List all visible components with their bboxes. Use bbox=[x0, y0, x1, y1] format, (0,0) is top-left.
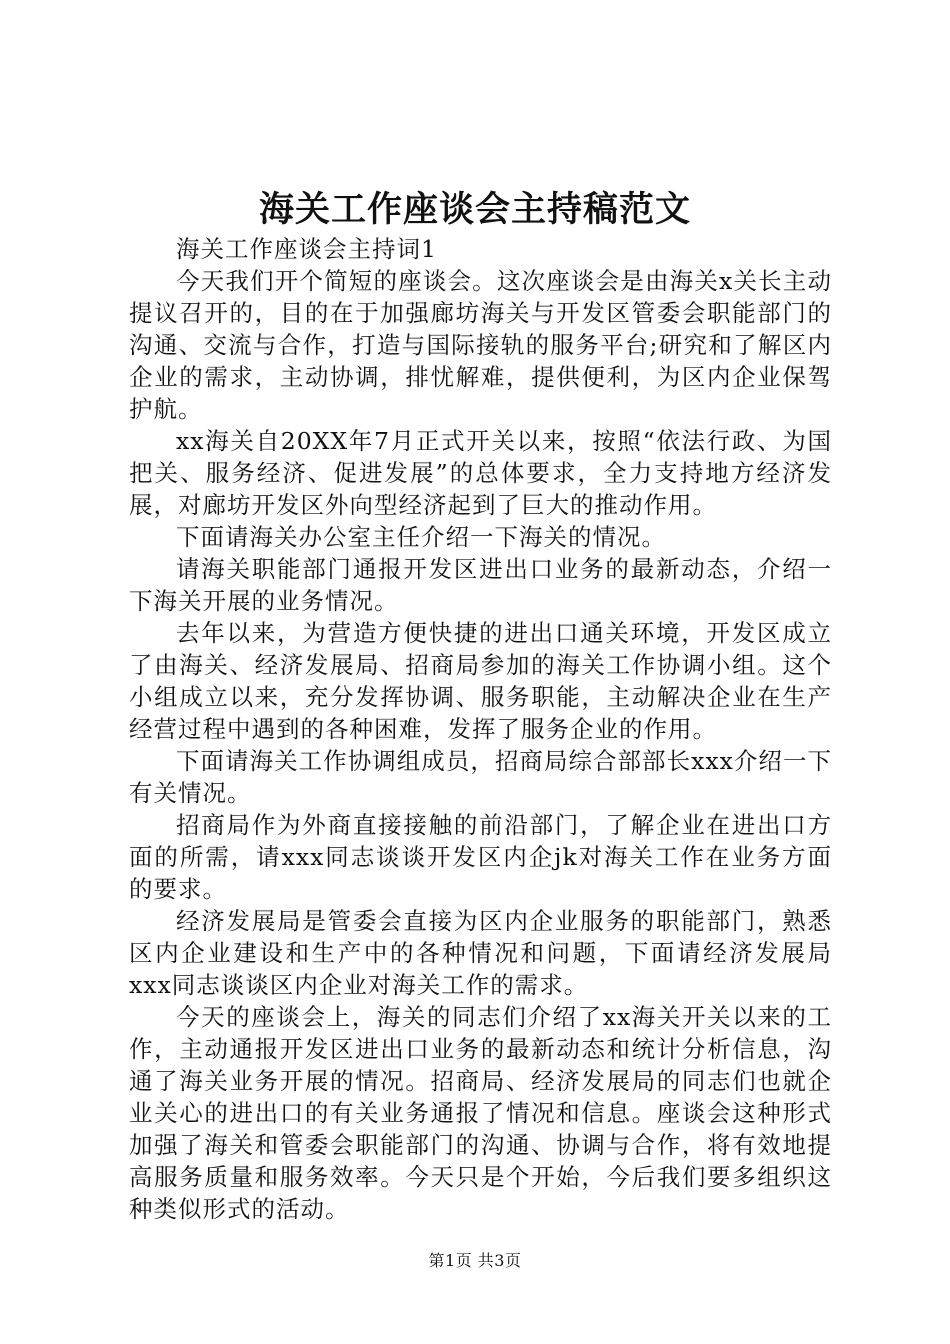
paragraph-9: 今天的座谈会上，海关的同志们介绍了xx海关开关以来的工作，主动通报开发区进出口业务的最新动态和统计分析信息，沟通了海关业务开展的情况。招商局、经济发展局的同志们也就企业关心的进出口的有关业务通报了情况和信息。座谈会这种形式加强了海关和管委会职能部门的沟通、协调与合作，将有效地提高服务质量和服务效率。今天只是个开始，今后我们要多组织这种类似形式的活动。 bbox=[129, 1003, 832, 1223]
page-footer: 第1页 共3页 bbox=[428, 1251, 522, 1270]
paragraph-2: xx海关自20XX年7月正式开关以来，按照“依法行政、为国把关、服务经济、促进发展”的总体要求，全力支持地方经济发展，对廊坊开发区外向型经济起到了巨大的推动作用。 bbox=[129, 427, 832, 519]
paragraph-7: 招商局作为外商直接接触的前沿部门，了解企业在进出口方面的所需，请xxx同志谈谈开发区内企jk对海关工作在业务方面的要求。 bbox=[129, 811, 832, 903]
paragraph-6: 下面请海关工作协调组成员，招商局综合部部长xxx介绍一下有关情况。 bbox=[129, 747, 832, 807]
document-body bbox=[129, 233, 832, 1225]
paragraph-1: 今天我们开个简短的座谈会。这次座谈会是由海关x关长主动提议召开的，目的在于加强廊坊海关与开发区管委会职能部门的沟通、交流与合作，打造与国际接轨的服务平台;研究和了解区内企业的需求，主动协调，排忧解难，提供便利，为区内企业保驾护航。 bbox=[129, 267, 832, 423]
document-title: 海关工作座谈会主持稿范文 bbox=[258, 189, 691, 230]
section-subtitle: 海关工作座谈会主持词1 bbox=[176, 235, 437, 263]
paragraph-5: 去年以来，为营造方便快捷的进出口通关环境，开发区成立了由海关、经济发展局、招商局参加的海关工作协调小组。这个小组成立以来，充分发挥协调、服务职能，主动解决企业在生产经营过程中遇到的各种困难，发挥了服务企业的作用。 bbox=[129, 619, 832, 743]
paragraph-3: 下面请海关办公室主任介绍一下海关的情况。 bbox=[176, 523, 666, 551]
paragraph-4: 请海关职能部门通报开发区进出口业务的最新动态，介绍一下海关开展的业务情况。 bbox=[129, 555, 832, 615]
paragraph-8: 经济发展局是管委会直接为区内企业服务的职能部门，熟悉区内企业建设和生产中的各种情况和问题，下面请经济发展局xxx同志谈谈区内企业对海关工作的需求。 bbox=[129, 907, 832, 999]
